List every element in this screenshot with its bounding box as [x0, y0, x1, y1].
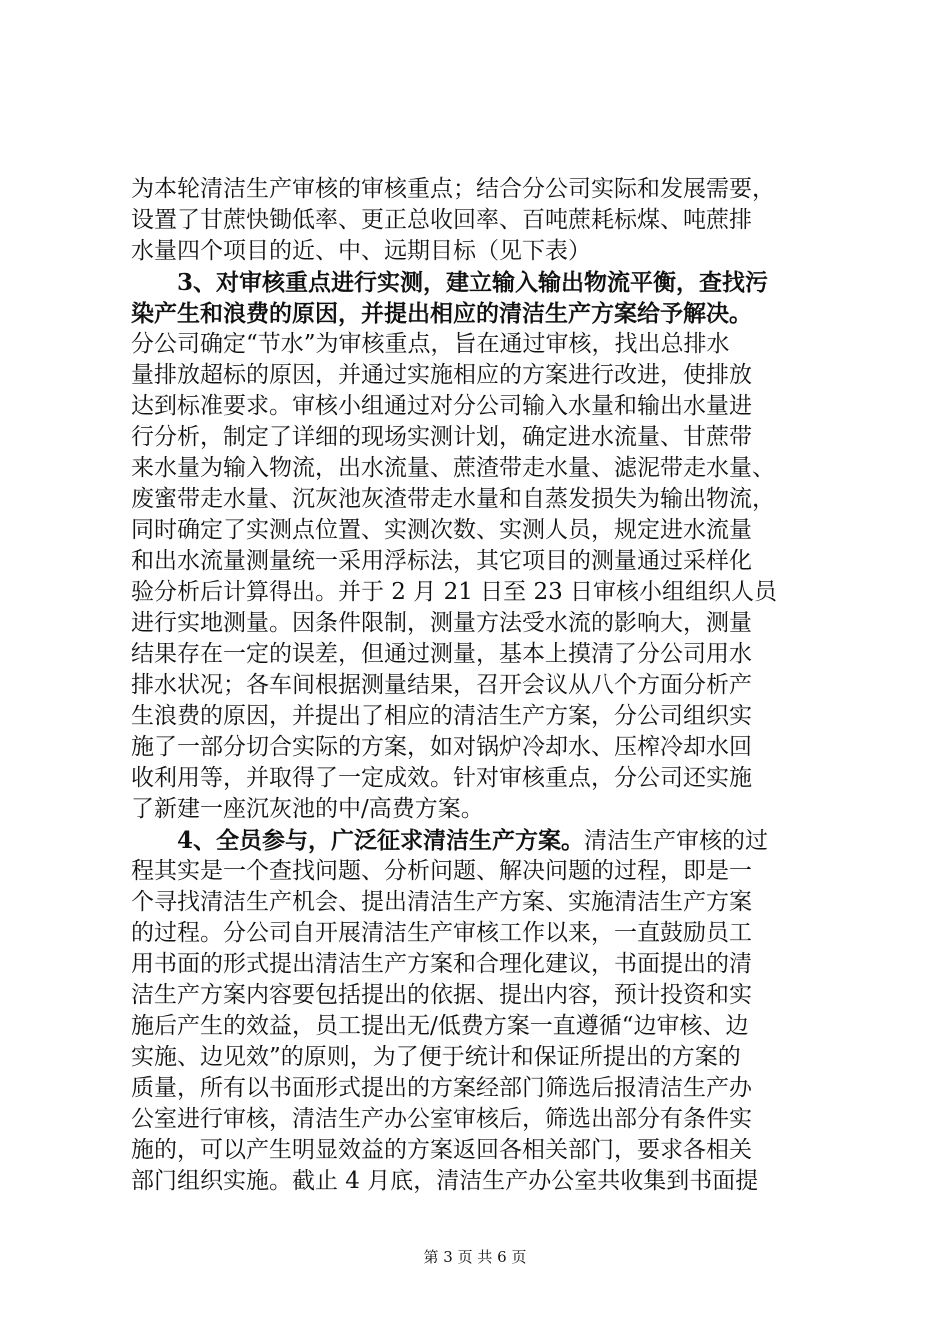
text-line: 质量，所有以书面形式提出的方案经部门筛选后报清洁生产办 — [131, 1075, 752, 1101]
text-line: 程其实是一个查找问题、分析问题、解决问题的过程，即是一 — [131, 858, 752, 884]
text-line: 分公司确定“节水”为审核重点，旨在通过审核，找出总排水 — [131, 331, 730, 357]
text-line: 收利用等，并取得了一定成效。针对审核重点，分公司还实施 — [131, 765, 752, 791]
section-heading-3: 3、对审核重点进行实测，建立输入输出物流平衡，查找污 — [177, 269, 769, 296]
page-footer: 第 3 页 共 6 页 — [423, 1248, 527, 1266]
section-heading-3-cont: 染产生和浪费的原因，并提出相应的清洁生产方案给予解决。 — [131, 300, 752, 327]
text-line: 实施、边见效”的原则，为了便于统计和保证所提出的方案的 — [131, 1044, 741, 1070]
text-line: 个寻找清洁生产机会、提出清洁生产方案、实施清洁生产方案 — [131, 889, 752, 915]
text-line: 同时确定了实测点位置、实测次数、实测人员，规定进水流量 — [131, 517, 752, 543]
section-heading-4: 4、全员参与，广泛征求清洁生产方案。 — [177, 827, 585, 854]
text-line: 排水状况；各车间根据测量结果，召开会议从八个方面分析产 — [131, 672, 752, 698]
text-line: 的过程。分公司自开展清洁生产审核工作以来，一直鼓励员工 — [131, 920, 752, 946]
section-4-line — [131, 825, 826, 856]
text-line: 洁生产方案内容要包括提出的依据、提出内容，预计投资和实 — [131, 982, 752, 1008]
text-line: 公室进行审核，清洁生产办公室审核后，筛选出部分有条件实 — [131, 1106, 752, 1132]
text-line: 验分析后计算得出。并于 2 月 21 日至 23 日审核小组组织人员 — [131, 579, 778, 605]
text-line: 施了一部分切合实际的方案，如对锅炉冷却水、压榨冷却水回 — [131, 734, 752, 760]
text-line: 来水量为输入物流，出水流量、蔗渣带走水量、滤泥带走水量、 — [131, 455, 775, 481]
text-line: 施的，可以产生明显效益的方案返回各相关部门，要求各相关 — [131, 1137, 752, 1163]
body-text — [131, 174, 826, 1197]
text-line: 设置了甘蔗快锄低率、更正总收回率、百吨蔗耗标煤、吨蔗排 — [131, 207, 752, 233]
text-line: 用书面的形式提出清洁生产方案和合理化建议，书面提出的清 — [131, 951, 752, 977]
text-line: 废蜜带走水量、沉灰池灰渣带走水量和自蒸发损失为输出物流， — [131, 486, 775, 512]
text-line: 部门组织实施。截止 4 月底，清洁生产办公室共收集到书面提 — [131, 1168, 759, 1194]
text-line: 量排放超标的原因，并通过实施相应的方案进行改进，使排放 — [131, 362, 752, 388]
text-line: 了新建一座沉灰池的中/高费方案。 — [131, 796, 484, 822]
text-run: 清洁生产审核的过 — [584, 828, 769, 854]
text-line: 水量四个项目的近、中、远期目标（见下表） — [131, 238, 591, 264]
text-line: 进行实地测量。因条件限制，测量方法受水流的影响大，测量 — [131, 610, 752, 636]
text-line: 和出水流量测量统一采用浮标法，其它项目的测量通过采样化 — [131, 548, 752, 574]
text-line: 为本轮清洁生产审核的审核重点；结合分公司实际和发展需要， — [131, 176, 775, 202]
text-line: 结果存在一定的误差，但通过测量，基本上摸清了分公司用水 — [131, 641, 752, 667]
text-line: 施后产生的效益，员工提出无/低费方案一直遵循“边审核、边 — [131, 1013, 749, 1039]
text-line: 达到标准要求。审核小组通过对分公司输入水量和输出水量进 — [131, 393, 752, 419]
text-line: 生浪费的原因，并提出了相应的清洁生产方案，分公司组织实 — [131, 703, 752, 729]
text-line: 行分析，制定了详细的现场实测计划，确定进水流量、甘蔗带 — [131, 424, 752, 450]
